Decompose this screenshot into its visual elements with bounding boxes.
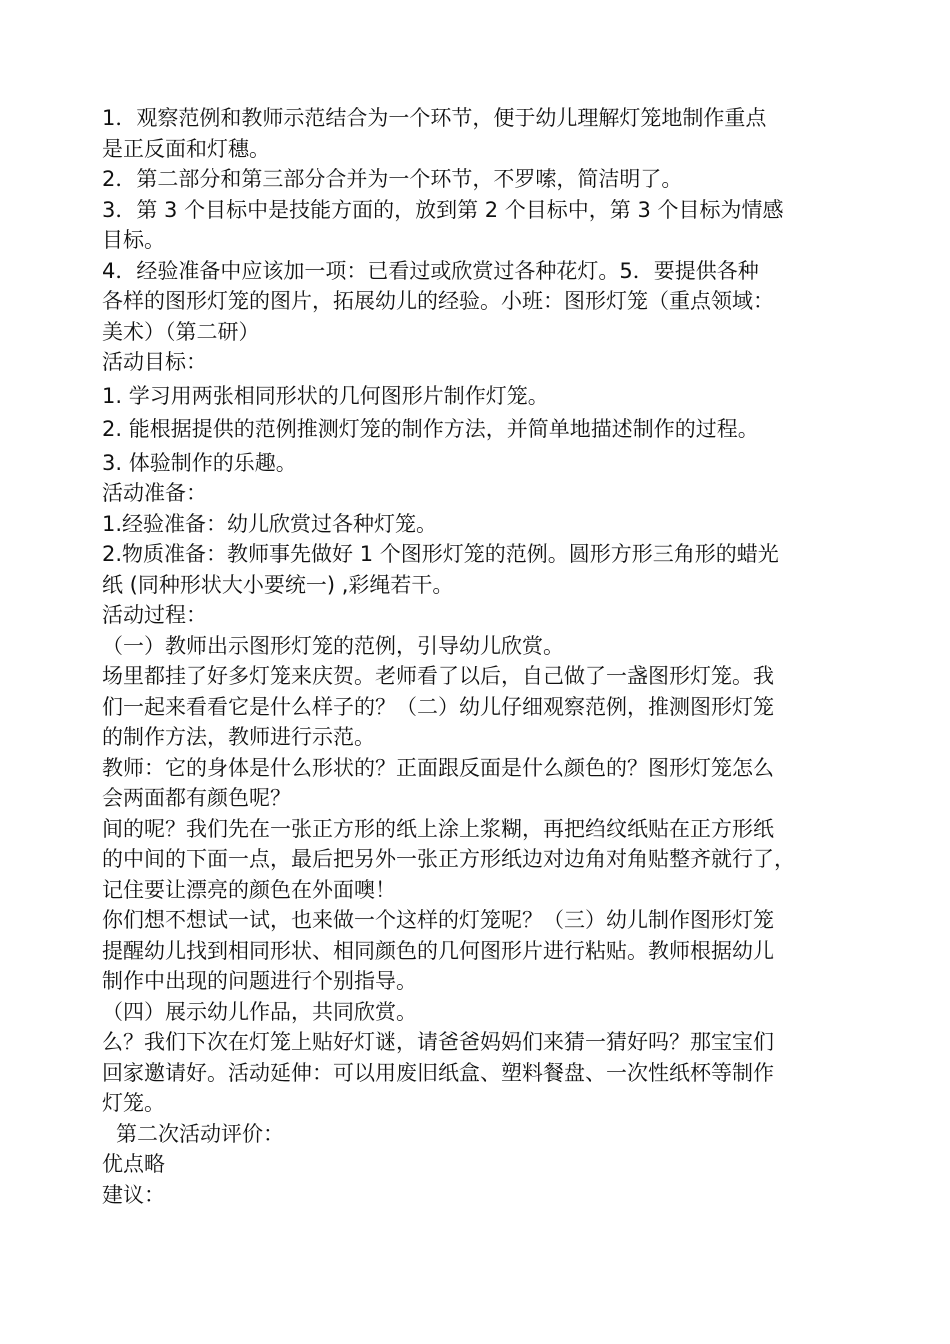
process-step: （四）展示幼儿作品，共同欣赏。 <box>102 999 417 1024</box>
section-heading: 活动准备： <box>102 481 207 505</box>
goal-item: 2. 能根据提供的范例推测灯笼的制作方法，并简单地描述制作的过程。 <box>102 417 759 441</box>
text-line: 们一起来看看它是什么样子的？（二）幼儿仔细观察范例，推测图形灯笼 <box>102 694 774 719</box>
text-line: 2．第二部分和第三部分合并为一个环节，不罗嗦，简洁明了。 <box>102 167 683 191</box>
text-line: 教师：它的身体是什么形状的？正面跟反面是什么颜色的？图形灯笼怎么 <box>102 755 774 780</box>
text-line: 美术）（第二研） <box>102 319 260 344</box>
text-line: 回家邀请好。活动延伸：可以用废旧纸盒、塑料餐盘、一次性纸杯等制作 <box>102 1060 774 1085</box>
text-line: 目标。 <box>102 228 165 252</box>
text-line: 的中间的下面一点，最后把另外一张正方形纸边对边角对角贴整齐就行了， <box>102 847 795 871</box>
text-line: 1．观察范例和教师示范结合为一个环节，便于幼儿理解灯笼地制作重点 <box>102 106 767 130</box>
text-line: 优点略 <box>102 1152 165 1176</box>
section-heading: 活动过程： <box>102 603 207 627</box>
section-heading: 活动目标： <box>102 350 207 374</box>
goal-item: 1. 学习用两张相同形状的几何图形片制作灯笼。 <box>102 383 549 408</box>
text-line: 么？我们下次在灯笼上贴好灯谜，请爸爸妈妈们来猜一猜好吗？那宝宝们 <box>102 1030 774 1054</box>
text-line: 的制作方法，教师进行示范。 <box>102 725 375 749</box>
text-line: 间的呢？我们先在一张正方形的纸上涂上浆糊，再把绉纹纸贴在正方形纸 <box>102 816 774 841</box>
text-line: 记住要让漂亮的颜色在外面噢！ <box>102 877 396 902</box>
section-heading: 第二次活动评价： <box>116 1121 284 1146</box>
text-line: 4．经验准备中应该加一项：已看过或欣赏过各种花灯。5．要提供各种 <box>102 258 759 283</box>
document-body <box>102 103 862 1210</box>
text-line: 灯笼。 <box>102 1091 165 1115</box>
text-line: 你们想不想试一试，也来做一个这样的灯笼呢？（三）幼儿制作图形灯笼 <box>102 908 774 932</box>
text-line: 各样的图形灯笼的图片，拓展幼儿的经验。小班：图形灯笼（重点领域： <box>102 289 774 313</box>
prep-item: 1.经验准备：幼儿欣赏过各种灯笼。 <box>102 511 438 536</box>
text-line: 制作中出现的问题进行个别指导。 <box>102 969 417 993</box>
text-line: 3．第 3 个目标中是技能方面的，放到第 2 个目标中，第 3 个目标为情感 <box>102 197 784 222</box>
text-line: 是正反面和灯穗。 <box>102 136 270 161</box>
text-line: 建议： <box>102 1182 165 1207</box>
prep-item: 2.物质准备：教师事先做好 1 个图形灯笼的范例。圆形方形三角形的蜡光 <box>102 542 779 566</box>
text-line: 纸 (同种形状大小要统一) ,彩绳若干。 <box>102 572 454 597</box>
goal-item: 3. 体验制作的乐趣。 <box>102 450 297 475</box>
text-line: 提醒幼儿找到相同形状、相同颜色的几何图形片进行粘贴。教师根据幼儿 <box>102 938 774 963</box>
process-step: （一）教师出示图形灯笼的范例，引导幼儿欣赏。 <box>102 633 564 658</box>
text-line: 场里都挂了好多灯笼来庆贺。老师看了以后，自己做了一盏图形灯笼。我 <box>102 664 774 688</box>
text-line: 会两面都有颜色呢？ <box>102 786 291 810</box>
